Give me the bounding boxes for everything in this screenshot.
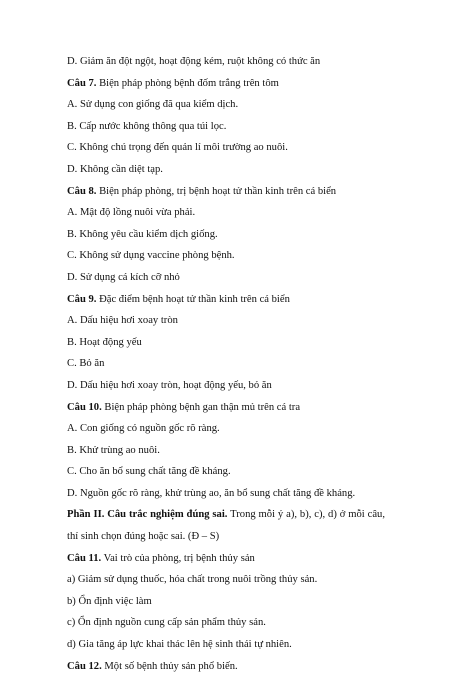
option-9d <box>67 375 385 397</box>
statement-11d <box>67 634 385 656</box>
option-8c <box>67 245 385 267</box>
option-10c <box>67 461 385 483</box>
option-text: B. Hoạt động yếu <box>67 336 142 348</box>
statement-text: c) Ổn định nguồn cung cấp sản phẩm thủy sản. <box>67 617 266 629</box>
option-9a <box>67 310 385 332</box>
question-text: Đặc điểm bệnh hoạt tử thần kinh trên cá biển <box>96 293 290 305</box>
question-label: Câu 7. <box>67 77 97 89</box>
option-text: B. Cấp nước không thông qua túi lọc. <box>67 120 227 132</box>
option-text: B. Không yêu cầu kiểm dịch giống. <box>67 228 218 240</box>
part-label: Phần II. Câu trắc nghiệm đúng sai. <box>67 509 228 521</box>
question-text: Biện pháp phòng, trị bệnh hoạt tử thần kinh trên cá biển <box>96 185 337 197</box>
option-7-prev-d <box>67 51 385 73</box>
option-9b <box>67 332 385 354</box>
question-label: Câu 11. <box>67 552 102 564</box>
option-7b <box>67 116 385 138</box>
option-text: C. Không sử dụng vaccine phòng bệnh. <box>67 250 235 262</box>
question-10 <box>67 397 385 419</box>
option-8d <box>67 267 385 289</box>
option-10d <box>67 483 385 505</box>
option-7a <box>67 94 385 116</box>
option-10a <box>67 418 385 440</box>
option-text: D. Giảm ăn đột ngột, hoạt động kém, ruột không có thức ăn <box>67 56 321 67</box>
question-text: Một số bệnh thủy sản phổ biến. <box>101 660 238 672</box>
question-label: Câu 10. <box>67 401 102 413</box>
statement-text: d) Gia tăng áp lực khai thác lên hệ sinh thái tự nhiên. <box>67 639 292 651</box>
document-page <box>67 51 385 677</box>
statement-text: a) Giảm sử dụng thuốc, hóa chất trong nuôi trồng thủy sản. <box>67 574 318 586</box>
question-text: Biện pháp phòng bệnh đốm trắng trên tôm <box>96 77 279 89</box>
option-text: C. Bỏ ăn <box>67 358 105 370</box>
option-text: A. Dấu hiệu hơi xoay tròn <box>67 315 178 327</box>
option-text: A. Sử dụng con giống đã qua kiểm dịch. <box>67 99 239 111</box>
option-text: A. Mật độ lồng nuôi vừa phải. <box>67 207 196 219</box>
question-7 <box>67 73 385 95</box>
option-8b <box>67 224 385 246</box>
question-label: Câu 9. <box>67 293 97 305</box>
option-text: A. Con giống có nguồn gốc rõ ràng. <box>67 423 220 435</box>
option-text: C. Không chú trọng đến quản lí môi trường ao nuôi. <box>67 142 288 154</box>
option-8a <box>67 202 385 224</box>
question-text: Biện pháp phòng bệnh gan thận mủ trên cá tra <box>101 401 301 413</box>
statement-11b <box>67 591 385 613</box>
option-7d <box>67 159 385 181</box>
option-9c <box>67 353 385 375</box>
option-10b <box>67 440 385 462</box>
statement-11c <box>67 612 385 634</box>
option-text: D. Sử dụng cá kích cỡ nhỏ <box>67 271 180 283</box>
part-2-heading <box>67 504 385 547</box>
statement-11a <box>67 569 385 591</box>
question-9 <box>67 289 385 311</box>
part-instructions: Trong mỗi ý a), b), c), d) ở mỗi câu, thí sinh chọn đúng hoặc sai. (Đ – S) <box>67 509 386 543</box>
question-label: Câu 12. <box>67 660 102 672</box>
question-text: Vai trò của phòng, trị bệnh thủy sản <box>101 552 255 564</box>
question-label: Câu 8. <box>67 185 97 197</box>
option-text: D. Dấu hiệu hơi xoay tròn, hoạt động yếu, bỏ ăn <box>67 379 272 391</box>
option-text: B. Khử trùng ao nuôi. <box>67 444 160 456</box>
option-7c <box>67 137 385 159</box>
question-12 <box>67 656 385 677</box>
statement-text: b) Ổn định việc làm <box>67 595 152 607</box>
option-text: C. Cho ăn bổ sung chất tăng đề kháng. <box>67 466 231 478</box>
option-text: D. Không cần diệt tạp. <box>67 163 163 175</box>
question-8 <box>67 181 385 203</box>
option-text: D. Nguồn gốc rõ ràng, khử trùng ao, ăn bổ sung chất tăng đề kháng. <box>67 487 356 499</box>
question-11 <box>67 548 385 570</box>
